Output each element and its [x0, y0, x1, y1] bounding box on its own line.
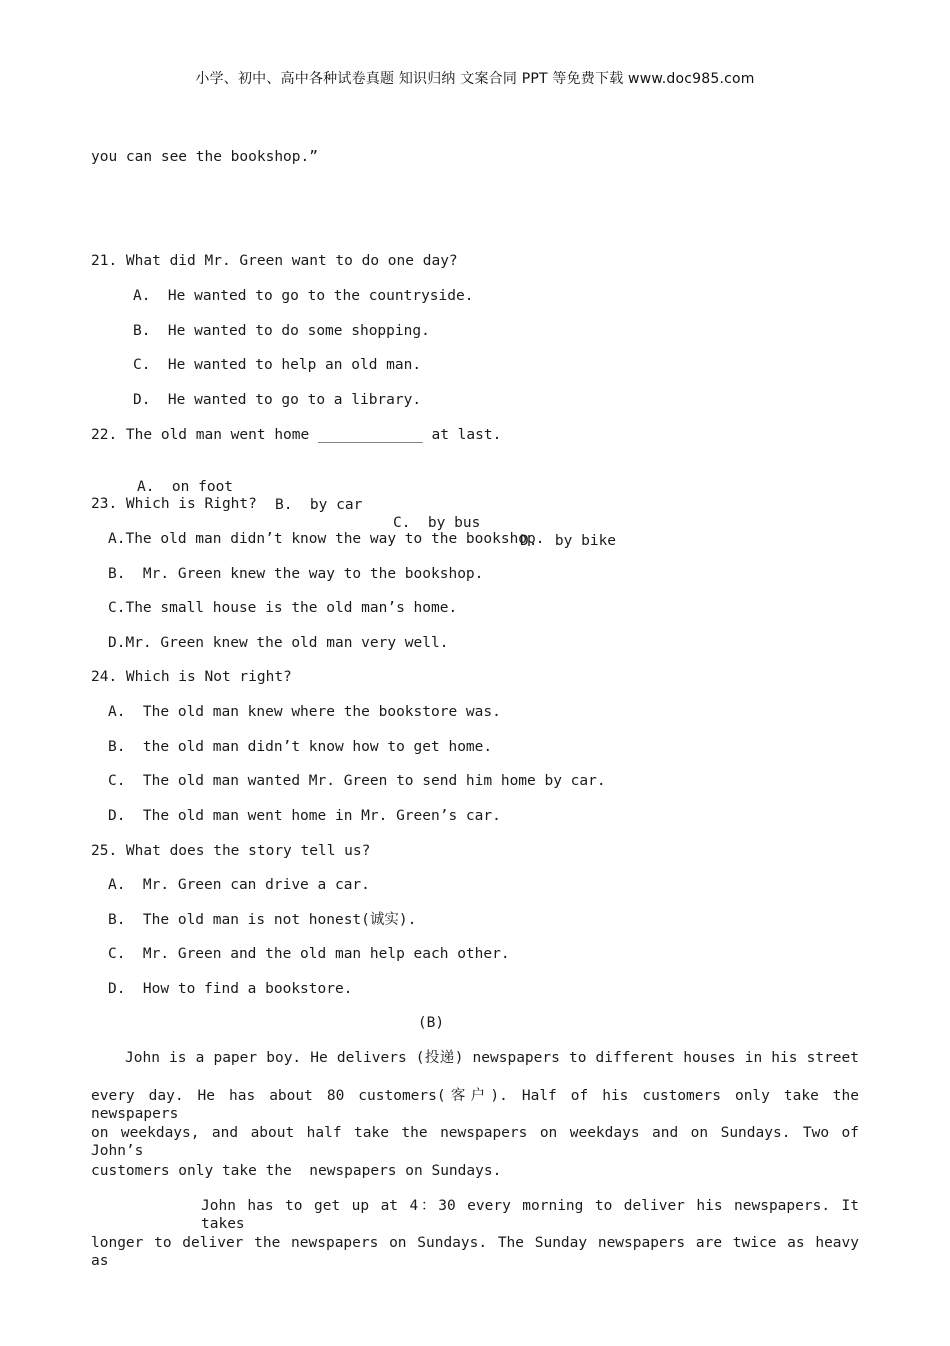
para2-line-1: John has to get up at 4：30 every morning to deliver his newspapers. It takes: [201, 1198, 859, 1232]
question-24: 24. Which is Not right?: [91, 669, 292, 685]
passage-continuation: you can see the bookshop.”: [91, 149, 318, 165]
section-b-title: (B): [417, 1015, 445, 1031]
q24-option-d: D. The old man went home in Mr. Green’s car.: [108, 808, 501, 824]
q22-option-c: C. by bus: [393, 515, 481, 531]
q23-option-a: A.The old man didn’t know the way to the bookshop.: [108, 531, 545, 547]
q24-option-b: B. the old man didn’t know how to get home.: [108, 739, 493, 755]
para1-line-4: customers only take the newspapers on Sundays.: [91, 1163, 502, 1179]
q25-option-a: A. Mr. Green can drive a car.: [108, 877, 370, 893]
para1-line-1: John is a paper boy. He delivers (投递) newspapers to different houses in his street: [125, 1050, 859, 1066]
q22-option-d: D. by bike: [520, 533, 617, 549]
q21-option-a: A. He wanted to go to the countryside.: [133, 288, 474, 304]
page-header: 小学、初中、高中各种试卷真题 知识归纳 文案合同 PPT 等免费下载 www.doc985.com: [195, 71, 755, 87]
q23-option-b: B. Mr. Green knew the way to the bookshop.: [108, 566, 484, 582]
q22-option-a: A. on foot: [137, 479, 234, 495]
question-25: 25. What does the story tell us?: [91, 843, 371, 859]
para1-line-3: on weekdays, and about half take the newspapers on weekdays and on Sundays. Two of John’s: [91, 1125, 859, 1159]
q22-option-b: B. by car: [275, 497, 363, 513]
q23-option-d: D.Mr. Green knew the old man very well.: [108, 635, 449, 651]
q25-option-b: B. The old man is not honest(诚实).: [108, 912, 417, 928]
para2-line-2: longer to deliver the newspapers on Sundays. The Sunday newspapers are twice as heavy as: [91, 1235, 859, 1269]
q25-option-c: C. Mr. Green and the old man help each other.: [108, 946, 510, 962]
q21-option-d: D. He wanted to go to a library.: [133, 392, 422, 408]
question-21: 21. What did Mr. Green want to do one day?: [91, 253, 458, 269]
q21-option-c: C. He wanted to help an old man.: [133, 357, 422, 373]
q21-option-b: B. He wanted to do some shopping.: [133, 323, 430, 339]
q25-option-d: D. How to find a bookstore.: [108, 981, 353, 997]
para1-line-2: every day. He has about 80 customers(客户). Half of his customers only take the newspapers: [91, 1088, 859, 1122]
q24-option-a: A. The old man knew where the bookstore was.: [108, 704, 501, 720]
q23-option-c: C.The small house is the old man’s home.: [108, 600, 458, 616]
question-22: 22. The old man went home ____________ at last.: [91, 427, 502, 443]
question-23: 23. Which is Right?: [91, 496, 257, 512]
q24-option-c: C. The old man wanted Mr. Green to send him home by car.: [108, 773, 606, 789]
